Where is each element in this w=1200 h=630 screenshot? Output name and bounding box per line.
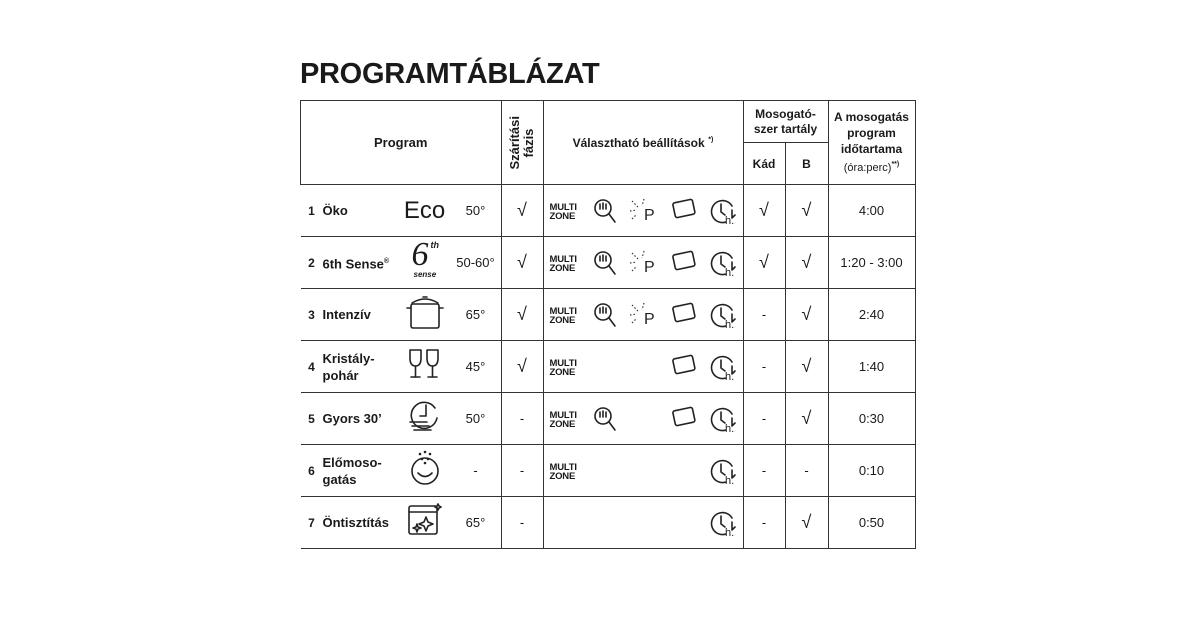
detergent-b: √ — [785, 341, 828, 393]
quick-wash-icon — [592, 249, 618, 282]
header-detergent: Mosogató- szer tartály — [743, 101, 828, 143]
program-name — [323, 185, 399, 237]
tablet-icon — [670, 405, 698, 434]
program-name — [323, 237, 399, 289]
multizone-line: MULTI — [549, 461, 577, 473]
options-list — [550, 347, 740, 387]
tablet-icon — [670, 249, 698, 278]
program-duration: 0:10 — [828, 445, 915, 497]
options-cell — [543, 393, 743, 445]
table-row — [301, 185, 916, 237]
header-duration: A mosogatás program időtartama (óra:perc)**) — [828, 101, 915, 185]
delay-start-icon — [708, 405, 738, 440]
program-name-line: pohár — [322, 367, 359, 383]
multizone-label — [550, 411, 584, 429]
multizone-label — [550, 307, 584, 325]
rinse-icon — [405, 448, 445, 493]
detergent-kad: - — [743, 341, 785, 393]
page-title: PROGRAMTÁBLÁZAT — [300, 58, 600, 90]
drying-phase: - — [501, 497, 543, 549]
detergent-kad: - — [743, 289, 785, 341]
quick-wash-icon — [592, 301, 618, 334]
header-b: B — [785, 143, 828, 185]
options-cell — [543, 497, 743, 549]
program-name-text: Gyors 30’ — [322, 411, 382, 426]
delay-start-icon — [708, 197, 738, 232]
delay-start-icon — [708, 457, 738, 492]
svg-text:h.: h. — [724, 266, 734, 279]
program-name — [323, 393, 399, 445]
program-number: 5 — [301, 393, 323, 445]
program-name-line: gatás — [322, 471, 357, 487]
tablet-icon — [670, 301, 698, 330]
svg-text:h.: h. — [724, 370, 734, 383]
options-list — [550, 451, 740, 491]
delay-start-icon — [708, 249, 738, 284]
program-name — [323, 497, 399, 549]
svg-text:h.: h. — [724, 318, 734, 331]
program-number: 7 — [301, 497, 323, 549]
program-name-line: Kristály- — [322, 350, 375, 366]
multizone-line: MULTI — [549, 305, 577, 317]
multizone-label — [550, 463, 584, 481]
detergent-b: √ — [785, 393, 828, 445]
program-name — [323, 445, 399, 497]
delay-start-icon — [708, 509, 738, 544]
svg-text:h.: h. — [724, 474, 734, 487]
program-icon-cell — [399, 289, 451, 341]
program-number: 3 — [301, 289, 323, 341]
eco-icon: Eco — [403, 196, 446, 224]
multizone-line: MULTI — [549, 201, 577, 213]
tablet-icon — [670, 197, 698, 226]
table-row — [301, 445, 916, 497]
options-cell — [543, 445, 743, 497]
program-temperature: 65° — [451, 497, 502, 549]
detergent-kad: √ — [743, 237, 785, 289]
table-row — [301, 237, 916, 289]
multizone-line: ZONE — [549, 314, 576, 326]
multizone-line: ZONE — [549, 262, 576, 274]
power-clean-icon — [628, 301, 658, 334]
program-icon-cell — [399, 497, 451, 549]
options-list — [550, 295, 740, 335]
program-temperature: 65° — [451, 289, 502, 341]
program-name-text: Öko — [322, 203, 348, 218]
program-name-line: Előmoso- — [322, 454, 382, 470]
drying-phase: - — [501, 393, 543, 445]
options-list — [550, 503, 740, 543]
drying-phase: √ — [501, 341, 543, 393]
program-name-text: 6th Sense — [322, 256, 384, 272]
detergent-b: - — [785, 445, 828, 497]
multizone-line: ZONE — [549, 418, 576, 430]
program-duration: 0:50 — [828, 497, 915, 549]
svg-text:h.: h. — [724, 526, 734, 539]
quick-wash-icon — [592, 405, 618, 438]
program-icon-cell — [399, 393, 451, 445]
tablet-icon — [670, 353, 698, 382]
program-temperature: 45° — [451, 341, 502, 393]
program-table — [300, 100, 916, 549]
multizone-line: ZONE — [549, 210, 576, 222]
header-drying: Szárítási fázis — [501, 101, 543, 185]
multizone-line: MULTI — [549, 409, 577, 421]
multizone-line: ZONE — [549, 470, 576, 482]
detergent-kad: - — [743, 393, 785, 445]
program-icon-cell — [399, 445, 451, 497]
multizone-label — [550, 255, 584, 273]
program-icon-cell — [399, 341, 451, 393]
drying-phase: √ — [501, 185, 543, 237]
options-list — [550, 399, 740, 439]
quick-wash-icon — [592, 197, 618, 230]
program-icon-cell — [399, 237, 451, 289]
sixth-sense-digit: 6 — [411, 236, 429, 273]
svg-text:h.: h. — [724, 214, 734, 227]
detergent-kad: - — [743, 445, 785, 497]
power-clean-icon — [628, 249, 658, 282]
detergent-kad: √ — [743, 185, 785, 237]
svg-text:P: P — [643, 310, 655, 328]
program-temperature: - — [451, 445, 502, 497]
detergent-b: √ — [785, 497, 828, 549]
options-cell — [543, 289, 743, 341]
sixth-sense-sub: sense — [413, 270, 437, 279]
svg-text:h.: h. — [724, 422, 734, 435]
multizone-line: ZONE — [549, 366, 576, 378]
sixth-sense-icon — [408, 236, 442, 280]
delay-start-icon — [708, 353, 738, 388]
table-row — [301, 341, 916, 393]
program-duration: 4:00 — [828, 185, 915, 237]
program-temperature: 50° — [451, 393, 502, 445]
glasses-icon — [405, 344, 445, 389]
program-duration: 1:40 — [828, 341, 915, 393]
multizone-label — [550, 203, 584, 221]
power-clean-icon — [628, 197, 658, 230]
program-name — [323, 341, 399, 393]
program-name-text: Öntisztítás — [322, 515, 389, 530]
multizone-line: MULTI — [549, 253, 577, 265]
program-name-text: Intenzív — [322, 307, 371, 322]
self-clean-icon — [404, 500, 446, 545]
detergent-b: √ — [785, 237, 828, 289]
table-row — [301, 497, 916, 549]
options-cell — [543, 185, 743, 237]
svg-text:P: P — [643, 206, 655, 224]
delay-start-icon — [708, 301, 738, 336]
program-number: 1 — [301, 185, 323, 237]
program-duration: 2:40 — [828, 289, 915, 341]
program-number: 4 — [301, 341, 323, 393]
detergent-kad: - — [743, 497, 785, 549]
sixth-sense-sup: th — [430, 240, 439, 250]
options-list — [550, 243, 740, 283]
program-number: 6 — [301, 445, 323, 497]
header-program: Program — [301, 101, 502, 185]
options-list — [550, 191, 740, 231]
program-duration: 1:20 - 3:00 — [828, 237, 915, 289]
program-number: 2 — [301, 237, 323, 289]
options-cell — [543, 237, 743, 289]
detergent-b: √ — [785, 289, 828, 341]
header-kad: Kád — [743, 143, 785, 185]
program-duration: 0:30 — [828, 393, 915, 445]
program-icon-cell — [399, 185, 451, 237]
registered-mark: ® — [383, 257, 390, 265]
multizone-line: MULTI — [549, 357, 577, 369]
fast-clock-icon — [405, 396, 445, 441]
pot-icon — [404, 292, 446, 337]
options-cell — [543, 341, 743, 393]
program-temperature: 50-60° — [451, 237, 502, 289]
svg-text:P: P — [643, 258, 655, 276]
drying-phase: √ — [501, 289, 543, 341]
drying-phase: - — [501, 445, 543, 497]
table-row — [301, 393, 916, 445]
detergent-b: √ — [785, 185, 828, 237]
table-row — [301, 289, 916, 341]
program-name — [323, 289, 399, 341]
multizone-label — [550, 359, 584, 377]
program-temperature: 50° — [451, 185, 502, 237]
header-options: Választható beállítások *) — [543, 101, 743, 185]
drying-phase: √ — [501, 237, 543, 289]
